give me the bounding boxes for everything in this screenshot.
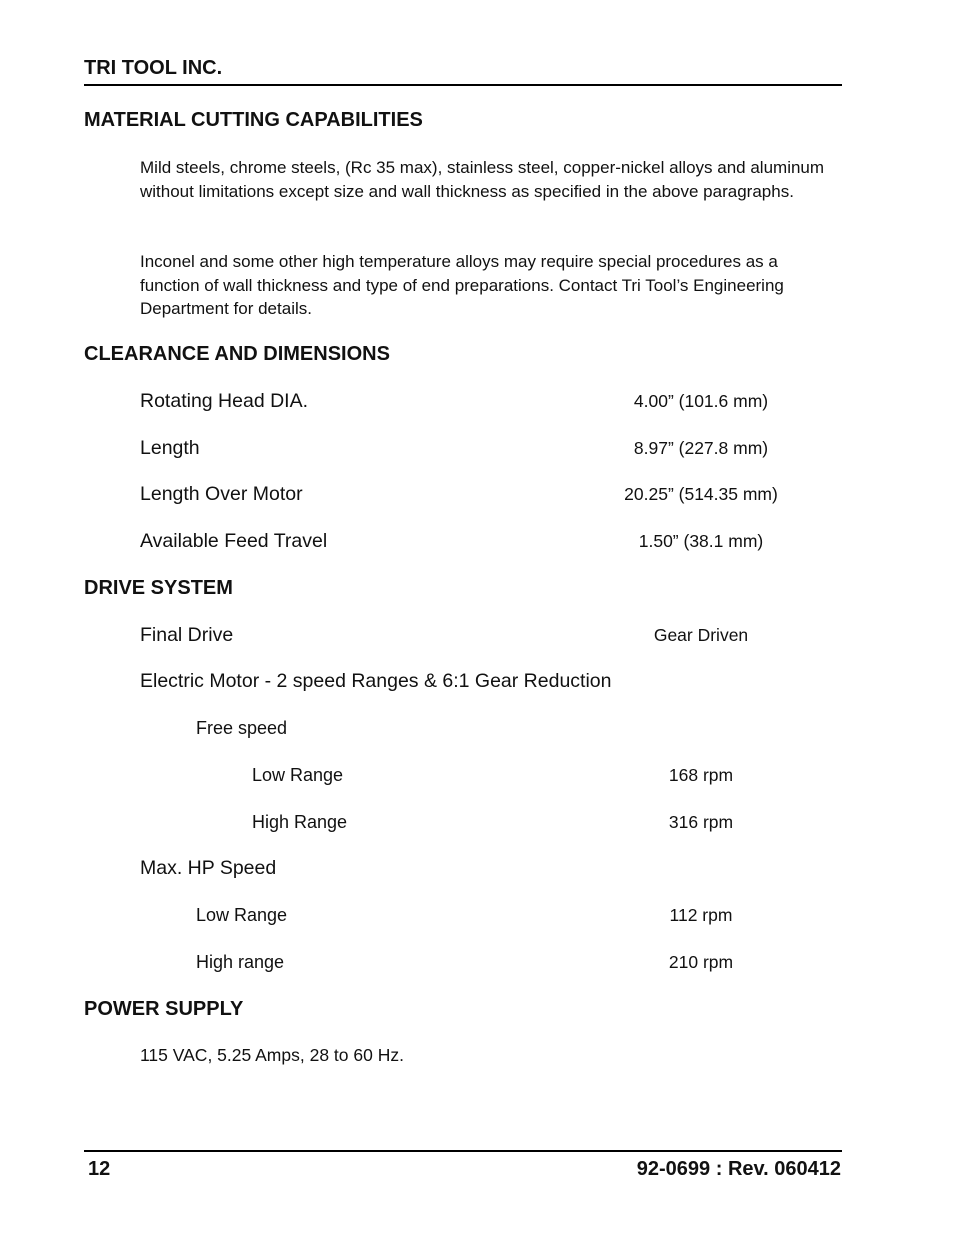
drive-value-free-low: 168 rpm [668,765,734,785]
material-paragraph-1: Mild steels, chrome steels, (Rc 35 max), stainless steel, copper-nickel alloys and aluminum without limitations except size and wall thickness as specified in the above paragraphs. [140,158,825,201]
document-revision: 92-0699 : Rev. 060412 [636,1158,841,1180]
spec-value-length: 8.97” (227.8 mm) [633,438,769,458]
section-title-drive: DRIVE SYSTEM [84,577,233,599]
drive-value-final-drive: Gear Driven [653,625,749,645]
drive-value-hp-low: 112 rpm [669,905,733,925]
section-title-material: MATERIAL CUTTING CAPABILITIES [84,109,423,131]
footer-rule [84,1150,842,1152]
spec-value-feed-travel: 1.50” (38.1 mm) [638,531,764,551]
spec-label-rotating-head: Rotating Head DIA. [140,390,309,412]
drive-label-final-drive: Final Drive [140,624,234,646]
drive-label-free-high: High Range [252,812,348,832]
spec-value-rotating-head: 4.00” (101.6 mm) [633,391,769,411]
spec-label-length: Length [140,437,200,459]
spec-label-length-over-motor: Length Over Motor [140,483,303,505]
drive-label-hp-high: High range [196,952,285,972]
drive-label-free-low: Low Range [252,765,344,785]
spec-label-feed-travel: Available Feed Travel [140,530,328,552]
drive-value-hp-high: 210 rpm [668,952,734,972]
section-title-power: POWER SUPPLY [84,998,244,1020]
drive-label-max-hp-speed: Max. HP Speed [140,857,277,879]
material-paragraph-2: Inconel and some other high temperature alloys may require special procedures as a function of wall thickness and type of end preparations. Contact Tri Tool’s Engineering Department for details. [140,252,784,318]
power-supply-spec: 115 VAC, 5.25 Amps, 28 to 60 Hz. [140,1045,404,1065]
drive-label-electric-motor: Electric Motor - 2 speed Ranges & 6:1 Gear Reduction [140,670,612,692]
header-rule [84,84,842,86]
section-title-clearance: CLEARANCE AND DIMENSIONS [84,343,390,365]
drive-value-free-high: 316 rpm [668,812,734,832]
drive-label-free-speed: Free speed [196,718,288,738]
spec-value-length-over-motor: 20.25” (514.35 mm) [624,484,778,504]
drive-label-hp-low: Low Range [196,905,288,925]
page-number: 12 [88,1158,111,1180]
company-header: TRI TOOL INC. [84,57,223,79]
